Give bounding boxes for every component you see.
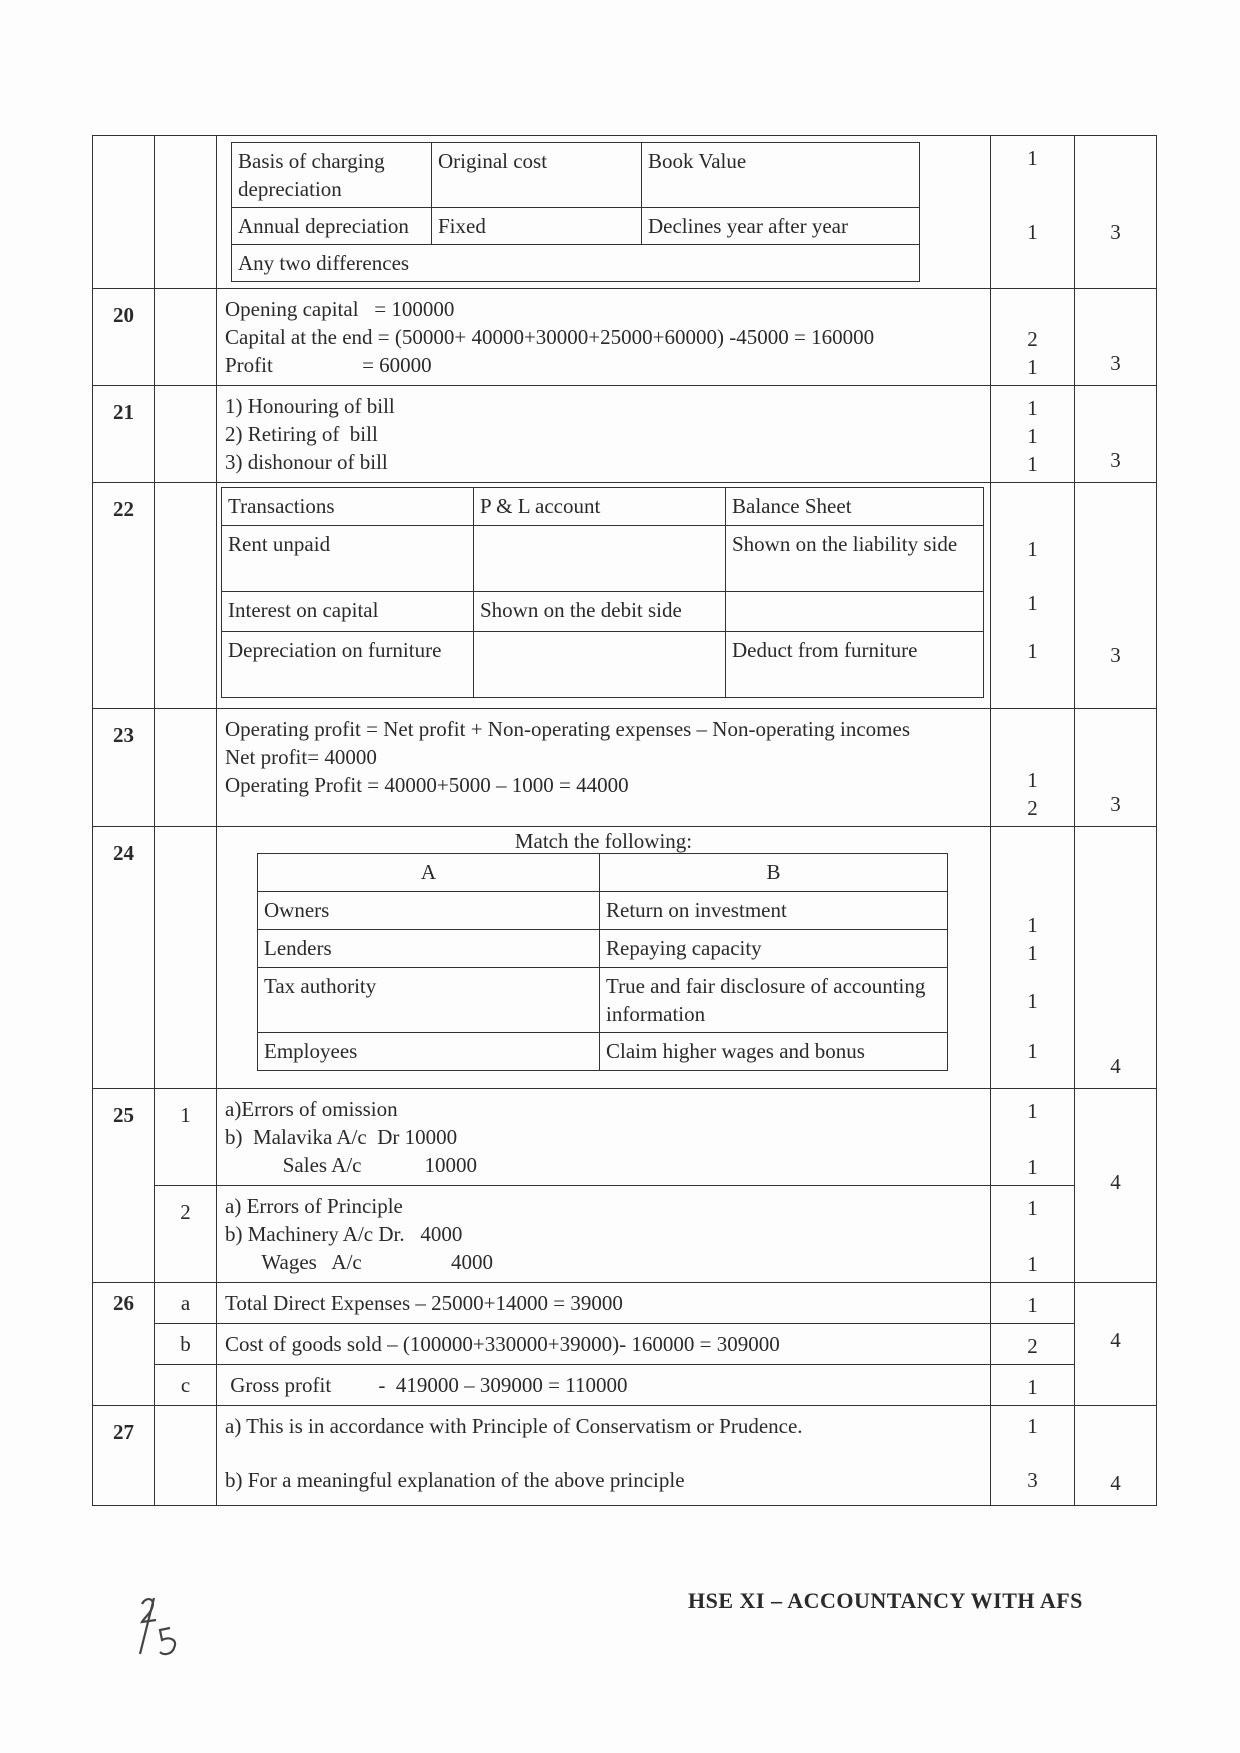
- table-cell: Return on investment: [600, 892, 948, 930]
- mark: 1: [1027, 591, 1038, 615]
- answer-line: b) For a meaningful explanation of the above principle: [225, 1468, 685, 1492]
- answer-line: b) Machinery A/c Dr. 4000: [225, 1222, 463, 1246]
- marks-cell: [991, 289, 1075, 386]
- header-cell: Balance Sheet: [726, 488, 984, 526]
- answer-line: Profit = 60000: [225, 353, 432, 377]
- q23-content: [217, 709, 991, 827]
- mark: 1: [1027, 768, 1038, 792]
- answer-line: Net profit= 40000: [225, 745, 377, 769]
- mark: 1: [1027, 537, 1038, 561]
- answer-line: Gross profit - 419000 – 309000 = 110000: [217, 1365, 991, 1406]
- mark: 1: [1027, 1196, 1038, 1220]
- pl-balance-sheet-table: [221, 487, 984, 698]
- total-mark: 4: [1110, 1054, 1121, 1078]
- q20-content: [217, 289, 991, 386]
- table-cell: Deduct from furniture: [726, 632, 984, 698]
- match-title: Match the following:: [514, 829, 693, 853]
- table-note: Any two differences: [232, 245, 920, 282]
- sub-number: b: [155, 1324, 217, 1365]
- q21-content: [217, 386, 991, 483]
- sub-number: c: [155, 1365, 217, 1406]
- table-cell: Claim higher wages and bonus: [600, 1033, 948, 1071]
- total-cell: [1075, 709, 1157, 827]
- marks-cell: [991, 1089, 1075, 1186]
- table-cell: Owners: [258, 892, 600, 930]
- handwritten-page-number-icon: [126, 1590, 196, 1660]
- total-mark: 3: [1110, 643, 1121, 667]
- question-number: 27: [93, 1406, 155, 1506]
- mark: [991, 297, 1074, 325]
- q27-content: [217, 1406, 991, 1506]
- mark: 2: [1027, 796, 1038, 820]
- q20-row: [93, 289, 1157, 386]
- question-number: 20: [93, 289, 155, 386]
- depreciation-comparison-table: [231, 142, 920, 282]
- question-number: 21: [93, 386, 155, 483]
- total-mark: 4: [1110, 1169, 1121, 1194]
- table-cell: True and fair disclosure of accounting information: [600, 968, 948, 1033]
- mark: 1: [1027, 452, 1038, 476]
- mark: [991, 1222, 1074, 1250]
- answer-line: 3) dishonour of bill: [225, 450, 388, 474]
- total-mark: 3: [1110, 351, 1121, 375]
- total-cell: [1075, 483, 1157, 709]
- mark: 2: [1027, 327, 1038, 351]
- marks-cell: [991, 1406, 1075, 1506]
- mark: 1: [1027, 146, 1038, 170]
- answer-line: 2) Retiring of bill: [225, 422, 378, 446]
- mark: 1: [1027, 1252, 1038, 1276]
- mark: [991, 1125, 1074, 1153]
- total-cell: [1075, 289, 1157, 386]
- q24-row: [93, 827, 1157, 1089]
- mark: 2: [991, 1324, 1075, 1365]
- answer-line: Capital at the end = (50000+ 40000+30000+25000+60000) -45000 = 160000: [225, 325, 875, 349]
- mark: 1: [1027, 1099, 1038, 1123]
- total-cell: [1075, 1406, 1157, 1506]
- mark: 1: [1027, 1155, 1038, 1179]
- total-cell: [1075, 386, 1157, 483]
- q23-row: [93, 709, 1157, 827]
- sub-number: 1: [155, 1089, 217, 1186]
- table-cell: Employees: [258, 1033, 600, 1071]
- answer-line: Sales A/c 10000: [225, 1153, 477, 1177]
- table-cell: [474, 632, 726, 698]
- table-cell: Basis of charging depreciation: [232, 143, 432, 208]
- marks-cell: [991, 1186, 1075, 1283]
- mark: 1: [991, 1283, 1075, 1324]
- mark: 1: [1027, 396, 1038, 420]
- answer-line: a) This is in accordance with Principle of Conservatism or Prudence.: [225, 1414, 803, 1438]
- q26-row-a: [93, 1283, 1157, 1324]
- mark: 1: [1027, 355, 1038, 379]
- question-number: 24: [93, 827, 155, 1089]
- q26-row-c: [93, 1365, 1157, 1406]
- total-cell: [1075, 1283, 1157, 1406]
- table-cell: Repaying capacity: [600, 930, 948, 968]
- table-cell: [474, 526, 726, 592]
- table-cell: Book Value: [642, 143, 920, 208]
- sub-number: 2: [155, 1186, 217, 1283]
- answer-line: b) Malavika A/c Dr 10000: [225, 1125, 458, 1149]
- match-table: [257, 853, 948, 1071]
- table-cell: Fixed: [432, 208, 642, 245]
- answer-line: Total Direct Expenses – 25000+14000 = 39000: [217, 1283, 991, 1324]
- table-cell: Lenders: [258, 930, 600, 968]
- marks-cell: [991, 386, 1075, 483]
- total-cell: [1075, 136, 1157, 289]
- q24-content: [217, 827, 991, 1089]
- header-cell: P & L account: [474, 488, 726, 526]
- sub-number: a: [155, 1283, 217, 1324]
- answer-line: Operating Profit = 40000+5000 – 1000 = 44000: [225, 773, 629, 797]
- table-cell: Shown on the liability side: [726, 526, 984, 592]
- mark: 1: [1027, 1414, 1038, 1438]
- mark: 1: [1027, 941, 1038, 965]
- marks-cell: [991, 709, 1075, 827]
- marks-cell: [991, 827, 1075, 1089]
- answer-line: Operating profit = Net profit + Non-operating expenses – Non-operating incomes: [225, 717, 911, 741]
- q25-row-1: [93, 1089, 1157, 1186]
- mark: 1: [1027, 913, 1038, 937]
- q26-row-b: [93, 1324, 1157, 1365]
- total-cell: [1075, 827, 1157, 1089]
- answer-line: Opening capital = 100000: [225, 297, 455, 321]
- q22-content: [217, 483, 991, 709]
- mark: 1: [1027, 424, 1038, 448]
- total-mark: 4: [1110, 1328, 1121, 1352]
- header-cell: A: [258, 854, 600, 892]
- q25-row-2: [93, 1186, 1157, 1283]
- answer-line: a)Errors of omission: [225, 1097, 398, 1121]
- table-cell: Annual depreciation: [232, 208, 432, 245]
- mark: 1: [1027, 220, 1038, 244]
- answer-line: 1) Honouring of bill: [225, 394, 395, 418]
- question-number: 23: [93, 709, 155, 827]
- q25-part1-content: [217, 1089, 991, 1186]
- table-cell: Rent unpaid: [222, 526, 474, 592]
- total-mark: 3: [1110, 448, 1121, 472]
- answer-key-table: [92, 135, 1157, 1506]
- table-cell: Original cost: [432, 143, 642, 208]
- question-number: 26: [93, 1283, 155, 1406]
- answer-line: Cost of goods sold – (100000+330000+39000)- 160000 = 309000: [217, 1324, 991, 1365]
- q21-row: [93, 386, 1157, 483]
- answer-line: Wages A/c 4000: [225, 1250, 493, 1274]
- question-number: 25: [93, 1089, 155, 1283]
- q27-row: [93, 1406, 1157, 1506]
- mark: 1: [1027, 989, 1038, 1013]
- page-number: [126, 1590, 196, 1665]
- q19-row: [93, 136, 1157, 289]
- q22-row: [93, 483, 1157, 709]
- answer-line: a) Errors of Principle: [225, 1194, 403, 1218]
- mark: 3: [1027, 1468, 1038, 1492]
- q19-content: [217, 136, 991, 289]
- total-mark: 4: [1110, 1471, 1121, 1495]
- mark: 1: [991, 1365, 1075, 1406]
- footer-title: HSE XI – ACCOUNTANCY WITH AFS: [688, 1588, 1083, 1613]
- table-cell: [726, 592, 984, 632]
- marks-cell: [991, 483, 1075, 709]
- total-mark: 3: [1110, 220, 1121, 244]
- total-mark: 3: [1110, 792, 1121, 816]
- total-cell: [1075, 1089, 1157, 1283]
- mark: 1: [1027, 1039, 1038, 1063]
- table-cell: Tax authority: [258, 968, 600, 1033]
- table-cell: Depreciation on furniture: [222, 632, 474, 698]
- question-number: 22: [93, 483, 155, 709]
- header-cell: Transactions: [222, 488, 474, 526]
- marks-cell: [991, 136, 1075, 289]
- header-cell: B: [600, 854, 948, 892]
- mark: 1: [1027, 639, 1038, 663]
- table-cell: Shown on the debit side: [474, 592, 726, 632]
- q25-part2-content: [217, 1186, 991, 1283]
- table-cell: Declines year after year: [642, 208, 920, 245]
- table-cell: Interest on capital: [222, 592, 474, 632]
